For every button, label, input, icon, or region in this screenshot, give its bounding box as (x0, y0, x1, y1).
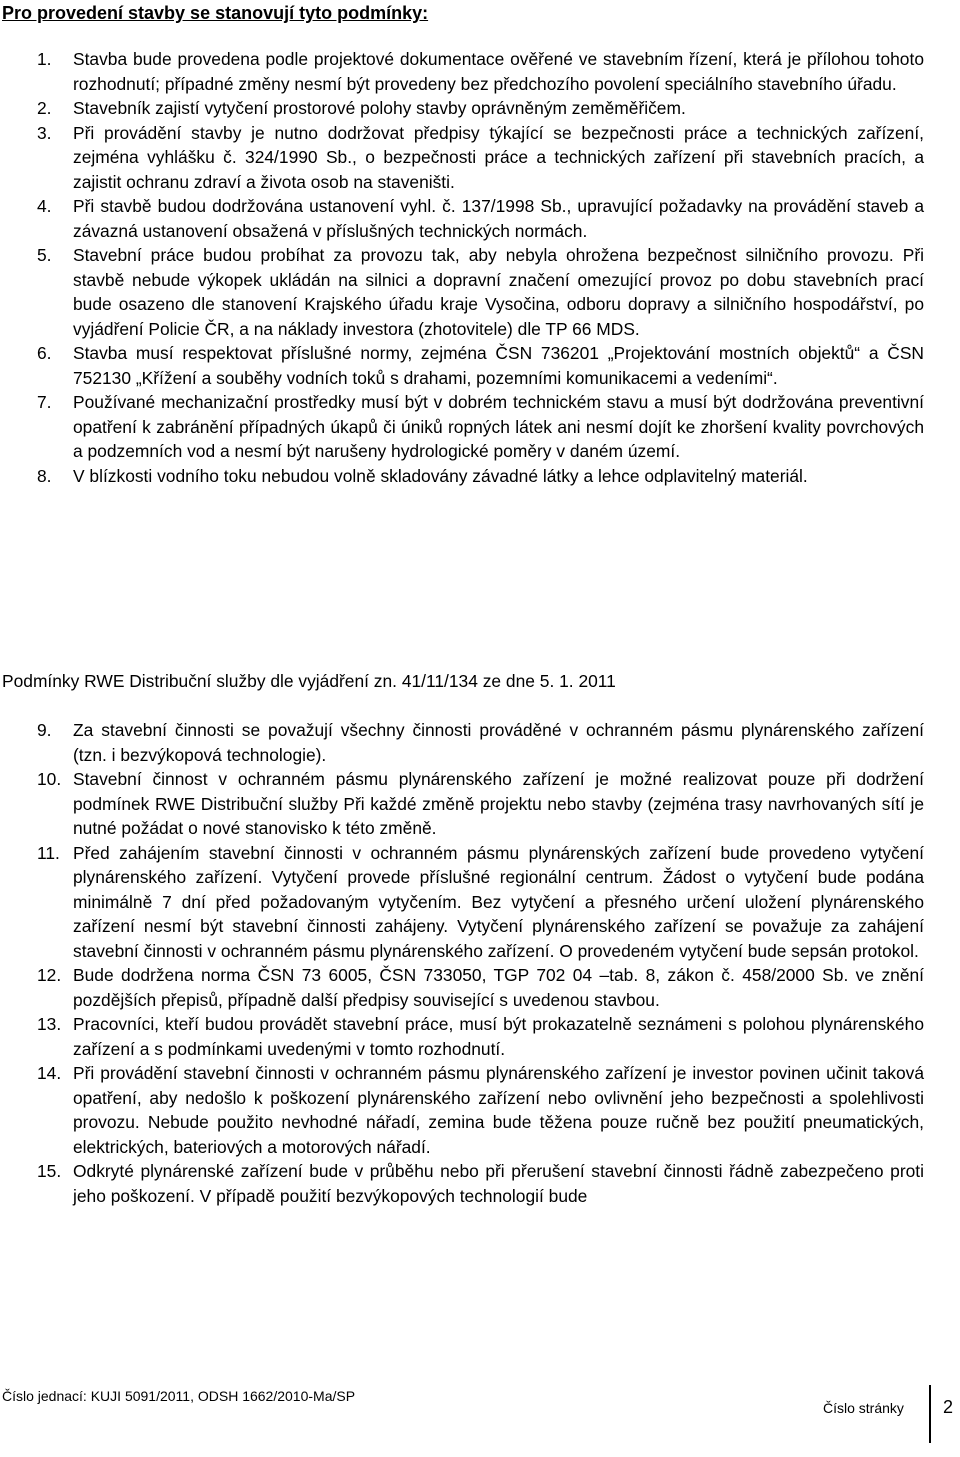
condition-text: Odkryté plynárenské zařízení bude v průběhu nebo při přerušení stavební činnosti řádně zabezpečeno proti jeho poškození. V případě použití bezvýkopových technologií bude (73, 1161, 924, 1206)
condition-number: 7. (37, 392, 52, 412)
condition-text: Stavebník zajistí vytyčení prostorové polohy stavby oprávněným zeměměřičem. (73, 98, 686, 118)
condition-item (0, 121, 924, 195)
page-number-label: Číslo stránky (823, 1400, 904, 1416)
condition-item (0, 96, 924, 121)
condition-text: Stavební činnost v ochranném pásmu plynárenského zařízení je možné realizovat pouze při dodržení podmínek RWE Distribuční služby Při každé změně projektu nebo stavby (zejména trasy navrhovaných sítí je nutné požádat o nové stanovisko k této změně. (73, 769, 924, 838)
condition-text: Stavba musí respektovat příslušné normy, zejména ČSN 736201 „Projektování mostních objektů“ a ČSN 752130 „Křížení a souběhy vodních toků s drahami, pozemními komunikacemi a vedeními“. (73, 343, 924, 388)
condition-item (0, 243, 924, 341)
condition-text: Při provádění stavby je nutno dodržovat předpisy týkající se bezpečnosti práce a technických zařízení, zejména vyhlášku č. 324/1990 Sb., o bezpečnosti práce a technických zařízení při stavebních pracích, a zajistit ochranu zdraví a života osob na staveništi. (73, 122, 924, 192)
page-number: 2 (943, 1397, 954, 1417)
condition-number: 11. (37, 842, 60, 863)
condition-number: 15. (37, 1161, 62, 1181)
condition-text: Stavební práce budou probíhat za provozu tak, aby nebyla ohrožena bezpečnost silničního provozu. Při stavbě nebude výkopek ukládán na silnici a dopravní značení omezující provoz po dobu stavebních prací bude osazeno dle stanovení Krajského úřadu kraje Vysočina, odboru dopravy a silničního hospodářství, po vyjádření Policie ČR, a na náklady investora (zhotovitele) dle TP 66 MDS. (73, 245, 924, 339)
condition-item (0, 1012, 924, 1061)
condition-text: V blízkosti vodního toku nebudou volně skladovány závadné látky a lehce odplavitelný materiál. (73, 465, 808, 486)
condition-item (0, 341, 924, 390)
condition-item (0, 963, 924, 1012)
condition-item (0, 1061, 924, 1159)
condition-item (0, 194, 924, 243)
condition-number: 9. (37, 720, 52, 740)
reference-number: Číslo jednací: KUJI 5091/2011, ODSH 1662/2010-Ma/SP (2, 1388, 356, 1404)
condition-number: 6. (37, 343, 52, 363)
condition-item (0, 767, 924, 841)
condition-text: Pracovníci, kteří budou provádět stavební práce, musí být prokazatelně seznámeni s polohou plynárenského zařízení a s podmínkami uvedenými v tomto rozhodnutí. (73, 1014, 924, 1059)
condition-text: Bude dodržena norma ČSN 73 6005, ČSN 733050, TGP 702 04 –tab. 8, zákon č. 458/2000 Sb. ve znění pozdějších přepisů, případně další předpisy související s uvedenou stavbou. (73, 965, 924, 1010)
condition-item (0, 47, 924, 96)
condition-text: Před zahájením stavební činnosti v ochranném pásmu plynárenských zařízení bude provedeno vytyčení plynárenského zařízení. Vytyčení provede příslušné regionální centrum. Žádost o vytyčení bude podána minimálně 7 dní před požadovaným vytyčením. Bez vytyčení a přesného určení uložení plynárenského zařízení nesmí být stavební činnosti zahájeny. Vytyčení plynárenského zařízení se považuje za zahájení stavební činnosti v ochranném pásmu plynárenského zařízení. O provedeném vytyčení bude sepsán protokol. (73, 842, 924, 961)
condition-text: Při provádění stavební činnosti v ochranném pásmu plynárenského zařízení je investor povinen učinit taková opatření, aby nedošlo k poškození plynárenského zařízení nebo ovlivnění jeho bezpečnosti a spolehlivosti provozu. Nebude použito nevhodné nářadí, zemina bude těžena pouze ručně bez použití pneumatických, elektrických, bateriových a motorových nářadí. (73, 1063, 924, 1157)
condition-text: Při stavbě budou dodržována ustanovení vyhl. č. 137/1998 Sb., upravující požadavky na provádění staveb a závazná ustanovení obsažená v příslušných technických normách. (73, 196, 924, 241)
condition-text: Používané mechanizační prostředky musí být v dobrém technickém stavu a musí být dodržována preventivní opatření k zabránění případných úkapů či úniků ropných látek ani nesmí dojít ke zhoršení kvality povrchových a podzemních vod a nesmí být narušeny hydrologické poměry v daném území. (73, 392, 924, 461)
condition-text: Stavba bude provedena podle projektové dokumentace ověřené ve stavebním řízení, která je přílohou tohoto rozhodnutí; případné změny nesmí být provedeny bez předchozího povolení speciálního stavebního úřadu. (73, 49, 924, 94)
condition-number: 12. (37, 965, 62, 985)
condition-number: 5. (37, 245, 52, 265)
rwe-conditions-list (0, 718, 960, 1208)
condition-number: 8. (37, 465, 52, 486)
rwe-conditions-heading: Podmínky RWE Distribuční služby dle vyjádření zn. 41/11/134 ze dne 5. 1. 2011 (2, 671, 616, 691)
condition-number: 2. (37, 98, 52, 118)
condition-item (0, 718, 924, 767)
condition-number: 14. (37, 1063, 62, 1083)
condition-number: 10. (37, 769, 62, 789)
condition-item (0, 464, 924, 489)
conditions-heading: Pro provedení stavby se stanovují tyto podmínky: (2, 3, 429, 23)
condition-number: 1. (37, 49, 52, 69)
conditions-list (0, 47, 960, 488)
condition-item (0, 390, 924, 464)
condition-number: 3. (37, 122, 52, 143)
condition-item (0, 1159, 924, 1208)
footer-divider (929, 1385, 931, 1443)
condition-item (0, 841, 924, 964)
page-footer (0, 1385, 960, 1445)
condition-number: 13. (37, 1014, 62, 1034)
condition-text: Za stavební činnosti se považují všechny činnosti prováděné v ochranném pásmu plynárenského zařízení (tzn. i bezvýkopová technologie). (73, 720, 924, 765)
condition-number: 4. (37, 196, 52, 216)
